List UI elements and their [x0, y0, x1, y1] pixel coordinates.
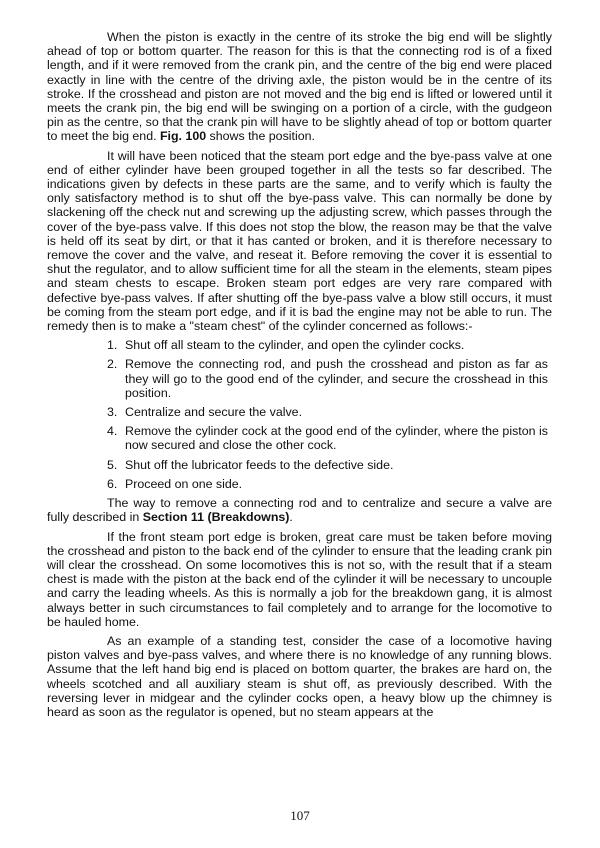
list-item: [47, 405, 552, 419]
list-number: 6.: [107, 476, 118, 491]
page-number: 107: [290, 808, 310, 823]
list-item: [47, 357, 552, 400]
figure-reference: Fig. 100: [159, 129, 207, 144]
list-text: Proceed on one side.: [125, 476, 243, 491]
list-number: 2.: [107, 357, 118, 372]
steam-chest-steps: [47, 338, 552, 491]
paragraph-text: When the piston is exactly in the centre of its stroke the big end will be slightly ahead of top or bottom quarter. The reason for this is that the connecting rod is of a fixed length, and if it were removed from the crank pin, and the centre of the big end were placed exactly in line with the centre of the driving axle, the piston would be in the centre of its stroke. If the crosshead and piston are not moved and the big end is lifted or lowered until it meets the crank pin, the big end will be swinging on a portion of a circle, with the gudgeon pin as the centre, so that the crank pin will have to be slightly ahead of top or bottom quarter to meet the big end.: [47, 30, 552, 144]
paragraph-big-end-position: [47, 30, 552, 144]
list-text: Shut off all steam to the cylinder, and open the cylinder cocks.: [125, 338, 465, 353]
list-item: [47, 338, 552, 352]
list-number: 4.: [107, 424, 118, 439]
paragraph-front-port-edge: If the front steam port edge is broken, great care must be taken before moving the crosshead and piston to the back end of the cylinder to ensure that the leading crank pin will clear the crosshead. On some locomotives this is not so, with the result that if a steam chest is made with the piston at the back end of the cylinder it will be necessary to uncouple and carry the leading wheels. As this is normally a job for the breakdown gang, it is almost always better in such circumstances to fail completely and to arrange for the locomotive to be hauled home.: [47, 529, 552, 629]
list-text: Remove the connecting rod, and push the crosshead and piston as far as they will go to the good end of the cylinder, and secure the crosshead in this position.: [125, 357, 548, 400]
list-number: 5.: [107, 457, 118, 472]
list-text: Remove the cylinder cock at the good end of the cylinder, where the piston is now secured and close the other cock.: [125, 424, 548, 453]
paragraph-text: .: [289, 510, 293, 525]
paragraph-text: The way to remove a connecting rod and to centralize and secure a valve are fully described in: [47, 496, 552, 525]
paragraph-standing-test: As an example of a standing test, consider the case of a locomotive having piston valves and bye-pass valves, and where there is no knowledge of any running blows. Assume that the left hand big end is placed on bottom quarter, the brakes are hard on, the wheels scotched and all auxiliary steam is shut off, as previously described. With the reversing lever in midgear and the cylinder cocks open, a heavy blow up the chimney is heard as soon as the regulator is opened, but no steam appears at the: [47, 633, 552, 719]
list-number: 1.: [107, 338, 118, 353]
section-reference: Section 11 (Breakdowns): [142, 510, 290, 525]
list-item: [47, 424, 552, 452]
list-item: [47, 458, 552, 472]
paragraph-bye-pass-valve: It will have been noticed that the steam port edge and the bye-pass valve at one end of either cylinder have been grouped together in all the tests so far described. The indications given by defects in these parts are the same, and to verify which is faulty the only satisfactory method is to shut off the bye-pass valve. This can normally be done by slackening off the check nut and screwing up the adjusting screw, which passes through the cover of the bye-pass valve. If this does not stop the blow, the reason may be that the valve is held off its seat by dirt, or that it has canted or broken, and it is therefore necessary to remove the cover and the valve, and reseat it. Before removing the cover it is essential to shut the regulator, and to allow sufficient time for all the steam in the elements, steam pipes and steam chests to escape. Broken steam port edges are very rare compared with defective bye-pass valves. If after shutting off the bye-pass valve a blow still occurs, it must be coming from the steam port edge, and if it is bad the engine may not be able to run. The remedy then is to make a "steam chest" of the cylinder concerned as follows:-: [47, 148, 552, 334]
list-item: [47, 477, 552, 491]
paragraph-text: shows the position.: [206, 129, 315, 144]
list-number: 3.: [107, 405, 118, 420]
list-text: Shut off the lubricator feeds to the defective side.: [125, 457, 394, 472]
paragraph-section-reference: [47, 496, 552, 524]
list-text: Centralize and secure the valve.: [125, 405, 303, 420]
document-body: [47, 30, 552, 724]
